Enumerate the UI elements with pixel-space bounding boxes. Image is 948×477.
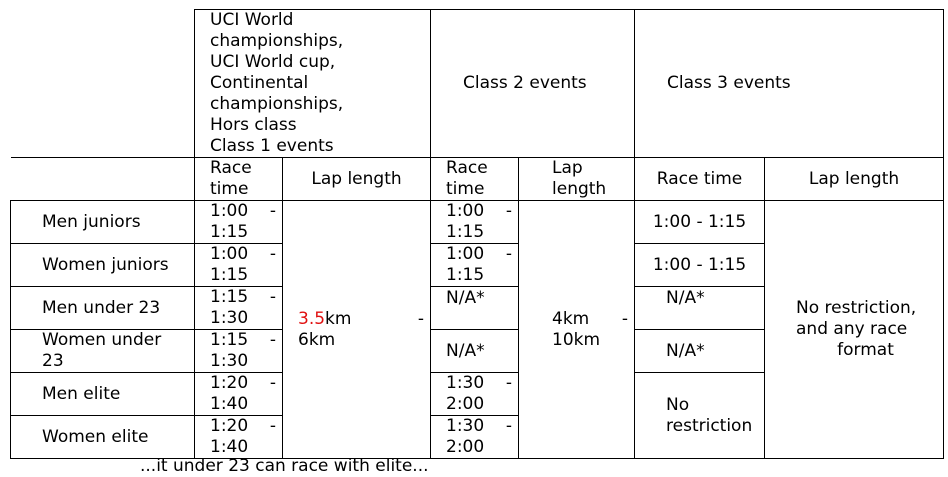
time-end: 1:15 [446, 265, 485, 285]
class2-header: Class 2 events [431, 10, 635, 158]
time-start: 1:00 [210, 244, 249, 264]
c3-lap-length-header: Lap length [765, 158, 944, 201]
c2-time-men-juniors [431, 201, 519, 244]
c1-time-men-juniors [195, 201, 283, 244]
time-dash: - [505, 201, 513, 221]
time-end: 1:30 [210, 308, 249, 328]
class1-header-line: championships, [210, 31, 344, 51]
category-men-juniors: Men juniors [11, 201, 195, 244]
footnote-text: ...it under 23 can race with elite... [140, 456, 429, 476]
c2-race-time-header [431, 158, 519, 201]
time-start: 1:00 [446, 244, 485, 264]
c2-time-women-under-23: N/A* [431, 330, 519, 373]
c1-race-time-header [195, 158, 283, 201]
time-end: 1:40 [210, 394, 249, 414]
time-dash: - [505, 373, 513, 393]
category-women-juniors: Women juniors [11, 244, 195, 287]
c1-lap-length-header: Lap length [283, 158, 431, 201]
c2-lap-length-header [519, 158, 635, 201]
category-men-elite: Men elite [11, 373, 195, 416]
class1-header [195, 10, 431, 158]
category-women-elite: Women elite [11, 416, 195, 459]
time-start: 1:00 [446, 201, 485, 221]
category-men-under-23: Men under 23 [11, 287, 195, 330]
c1-lap-min [298, 309, 351, 330]
c1-time-women-under-23 [195, 330, 283, 373]
c2-lap-length-cell [519, 201, 635, 459]
time-dash: - [505, 244, 513, 264]
time-start: 1:30 [446, 416, 485, 436]
c1-lap-max: 6km [298, 329, 336, 350]
category-women-under-23: Women under 23 [11, 330, 195, 373]
time-dash: - [505, 416, 513, 436]
c3-time-women-under-23: N/A* [635, 330, 765, 373]
c2-time-women-elite [431, 416, 519, 459]
time-start: 1:00 [210, 201, 249, 221]
c3-time-women-juniors: 1:00 - 1:15 [635, 244, 765, 287]
c2-lap-length-line: length [552, 179, 607, 199]
time-end: 1:15 [446, 222, 485, 242]
c1-race-time-line: time [210, 179, 249, 199]
c1-lap-min-unit: km [325, 308, 352, 329]
time-start: 1:20 [210, 373, 249, 393]
c3-elite-line: No [666, 394, 690, 415]
c3-lap-line: format [837, 340, 894, 360]
time-start: 1:20 [210, 416, 249, 436]
time-end: 1:15 [210, 265, 249, 285]
c1-time-women-elite [195, 416, 283, 459]
time-end: 1:15 [210, 222, 249, 242]
c1-time-women-juniors [195, 244, 283, 287]
time-end: 2:00 [446, 394, 485, 414]
corner-blank-cell [11, 10, 195, 158]
c3-lap-line: and any race [796, 319, 908, 339]
c3-race-time-header: Race time [635, 158, 765, 201]
c2-time-men-under-23: N/A* [431, 287, 519, 330]
c3-time-men-juniors: 1:00 - 1:15 [635, 201, 765, 244]
class1-header-line: Class 1 events [210, 136, 334, 156]
time-end: 2:00 [446, 437, 485, 457]
time-dash: - [269, 201, 276, 221]
c3-time-men-under-23: N/A* [635, 287, 765, 330]
c3-time-elite [635, 373, 765, 459]
time-start: 1:15 [210, 287, 249, 307]
time-dash: - [269, 416, 276, 436]
class1-header-line: championships, [210, 94, 344, 114]
class1-header-line: Continental [210, 73, 309, 93]
c3-lap-line: No restriction, [796, 298, 917, 318]
time-dash: - [269, 330, 276, 350]
c2-race-time-line: Race [446, 158, 488, 178]
c3-elite-line: restriction [666, 415, 753, 436]
time-dash: - [269, 373, 276, 393]
c2-time-men-elite [431, 373, 519, 416]
time-end: 1:30 [210, 351, 249, 371]
class1-header-line: UCI World [210, 10, 294, 30]
class1-header-line: Hors class [210, 115, 297, 135]
subheader-blank-cell [11, 158, 195, 201]
c2-lap-min: 4km [552, 308, 590, 329]
class3-header: Class 3 events [635, 10, 944, 158]
c1-time-men-under-23 [195, 287, 283, 330]
c2-lap-length-line: Lap [552, 158, 583, 178]
race-regulations-table [10, 9, 944, 459]
c1-lap-length-cell [283, 201, 431, 459]
time-start: 1:30 [446, 373, 485, 393]
class1-header-line: UCI World cup, [210, 52, 336, 72]
c1-lap-dash: - [417, 308, 425, 329]
c2-lap-max: 10km [552, 329, 601, 350]
c1-race-time-line: Race [210, 158, 252, 178]
c2-time-women-juniors [431, 244, 519, 287]
c2-race-time-line: time [446, 179, 485, 199]
c3-lap-length-cell [765, 201, 944, 459]
time-start: 1:15 [210, 330, 249, 350]
time-dash: - [269, 244, 276, 264]
c1-time-men-elite [195, 373, 283, 416]
time-dash: - [269, 287, 276, 307]
c1-lap-min-value: 3.5 [298, 308, 326, 329]
c2-lap-dash: - [621, 308, 629, 329]
time-end: 1:40 [210, 437, 249, 457]
